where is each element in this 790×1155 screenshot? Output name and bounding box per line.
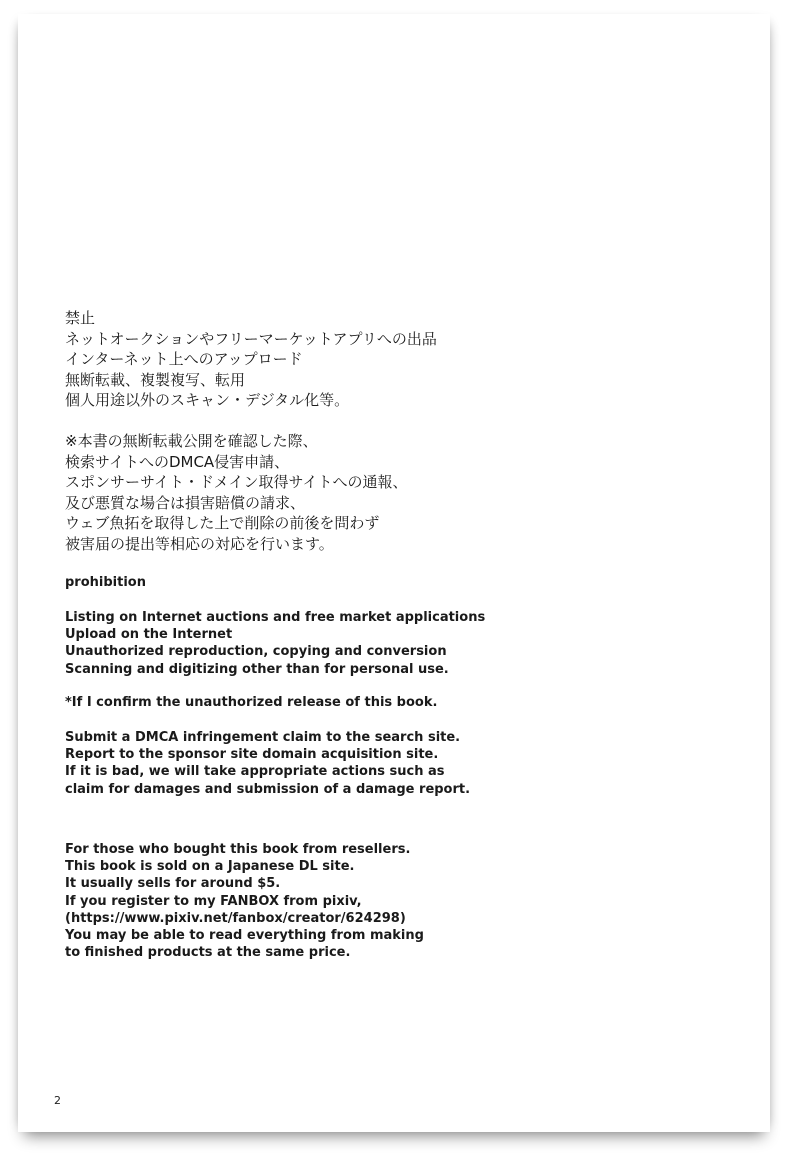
japanese-notice-block (65, 431, 407, 554)
english-line: It usually sells for around $5. (65, 876, 281, 892)
japanese-line: 及び悪質な場合は損害賠償の請求、 (65, 493, 306, 512)
japanese-heading: 禁止 (65, 309, 96, 327)
english-actions-block (65, 729, 470, 798)
japanese-line: 無断転載、複製複写、転用 (65, 370, 246, 389)
japanese-line: スポンサーサイト・ドメイン取得サイトへの通報、 (65, 473, 408, 491)
japanese-prohibition-block (65, 308, 437, 411)
page-number: 2 (54, 1094, 61, 1107)
english-line: For those who bought this book from resellers. (65, 842, 411, 857)
japanese-line: 個人用途以外のスキャン・デジタル化等。 (65, 391, 350, 409)
english-reseller-note (65, 841, 424, 961)
english-line: If it is bad, we will take appropriate actions such as (65, 764, 445, 780)
japanese-line: ネットオークションやフリーマーケットアプリへの出品 (65, 329, 437, 348)
english-line: Upload on the Internet (65, 627, 233, 643)
japanese-line: 被害届の提出等相応の対応を行います。 (65, 534, 334, 553)
japanese-line: ※本書の無断転載公開を確認した際、 (65, 432, 318, 450)
english-title: prohibition (65, 575, 146, 590)
japanese-line: 検索サイトへのDMCA侵害申請、 (65, 452, 290, 471)
english-prohibition-list (65, 609, 485, 678)
english-confirm-note (65, 694, 437, 711)
english-line: Submit a DMCA infringement claim to the search site. (65, 730, 461, 745)
english-line: This book is sold on a Japanese DL site. (65, 859, 355, 875)
english-line: claim for damages and submission of a damage report. (65, 781, 471, 797)
english-line: If you register to my FANBOX from pixiv, (65, 893, 362, 909)
japanese-line: ウェブ魚拓を取得した上で削除の前後を問わず (65, 514, 380, 532)
page-sheet (18, 14, 770, 1132)
english-line: You may be able to read everything from making (65, 928, 424, 944)
english-line: Scanning and digitizing other than for personal use. (65, 661, 449, 677)
fanbox-url-text: (https://www.pixiv.net/fanbox/creator/624298) (65, 910, 406, 926)
english-line: to finished products at the same price. (65, 945, 351, 961)
english-line: *If I confirm the unauthorized release of this book. (65, 695, 438, 710)
english-line: Report to the sponsor site domain acquisition site. (65, 747, 439, 763)
english-line: Listing on Internet auctions and free market applications (65, 610, 486, 625)
japanese-line: インターネット上へのアップロード (65, 350, 303, 368)
english-line: Unauthorized reproduction, copying and conversion (65, 644, 447, 660)
